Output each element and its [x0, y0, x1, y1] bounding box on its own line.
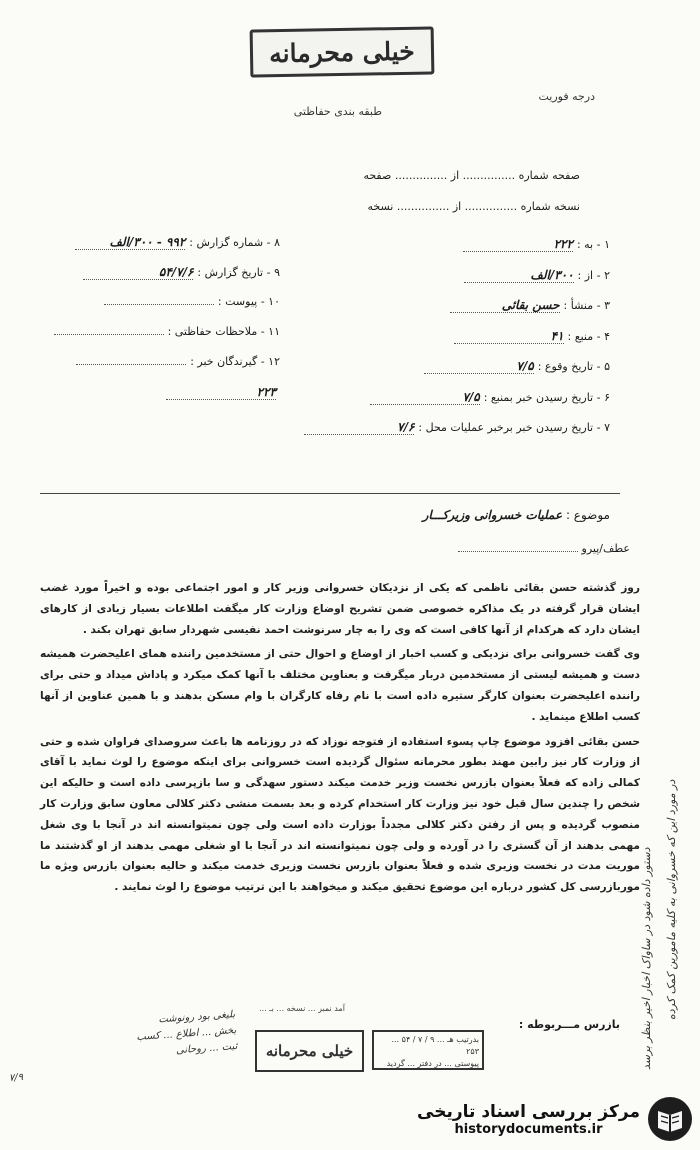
registry-stamp — [372, 1030, 484, 1070]
field-right-row — [330, 420, 610, 435]
field-right-label: ۲ - از : — [577, 268, 610, 282]
bottom-classification-stamp: خیلی محرمانه — [255, 1030, 364, 1072]
field-left-value — [76, 364, 186, 365]
handwritten-notes — [5, 1007, 241, 1113]
field-right-value: ۳۰۰/الف — [464, 268, 574, 283]
watermark-title: مرکز بررسی اسناد تاریخی — [417, 1101, 640, 1122]
field-left-row — [40, 295, 280, 308]
field-right-label: ۶ - تاریخ رسیدن خبر بمنبع : — [483, 390, 610, 404]
field-right-value: ۷/۶ — [304, 420, 414, 435]
handwritten-line: ۷/۹ — [8, 1072, 24, 1084]
field-right-label: ۴ - منبع : — [567, 329, 610, 343]
field-right-value: ۴۱ — [454, 329, 564, 344]
field-left-row — [40, 355, 280, 368]
field-left-value: ۵۴/۷/۶ — [83, 265, 193, 280]
handwritten-line: بلیغی بود رونوشت — [158, 1009, 236, 1026]
small-annotation: آمد نمبر ... نسخه ... بـ ... — [259, 1004, 345, 1013]
field-left-row — [40, 265, 280, 280]
body-paragraph: روز گذشته حسن بقائی ناظمی که یکی از نزدیکان خسروانی وزیر کار و امور اجتماعی بوده و اخیراً مورد غضب ایشان قرار گرفته در یک مذاکره خصوصی ضمن تشریح اوضاع وزارت کار میگفت اطلاعات بسیار زیادی از کارهای ایشان دارد که هرکدام از آنها کافی است که وی را به چار سرنوشت احمد نفیسی شهردار سابق تهران بکند . — [40, 582, 640, 636]
field-left-label: ۱۱ - ملاحظات حفاظتی : — [167, 325, 280, 338]
field-left-label: ۹ - تاریخ گزارش : — [197, 266, 280, 279]
subject-line — [330, 508, 610, 522]
registry-stamp-line: بدرتیب هـ ... ۹ / ۷ / ۵۴ ... ۲۵۳ — [391, 1035, 479, 1056]
field-left-label: ۸ - شماره گزارش : — [189, 236, 280, 249]
body-paragraph: حسن بقائی افزود موضوع چاپ پسوء استفاده از فتوجه نوزاد که در روزنامه ها باعث سروصدای فراوان شده و حتی از وزارت کار نیز رابین مهند بطور محرمانه سئوال گردیده است خسروانی برای اینکه موضوع را لوث نماید با آقای کمالی زاده که فعلاً بعنوان بازرس نخست وزیر خدمت میکند دستور سهدگی و سا بازپرسی داده است و حالیکه این شخص را چندین سال قبل خود نیز وزارت کار استخدام کرده و بعد بسمت منشی دکتر کلالی معاون سابق وزارت کار منصوب گردیده و پس از رفتن دکتر کلالی مجدداً بوزارت داده است ولی چون نمیتوانسته اند در آنجا با وی شغل مهمی بدهند از آن گستری را در آورده و ولی چون نمیتوانسته اند در آنجا با او شغلی مهمی بدهند از او گذشتند ما موریت مدت در نخست وزیری شده و فعلاً بعنوان بازرس نخست وزیری خدمت میکند و حالیه بعنوان بازرس ویژه ما موربازرسی کل کشور درباره این موضوع تحقیق میکند و میخواهند با این ترتیب موضوع را لوث نمایند . — [40, 735, 640, 894]
field-right-value: ۷/۵ — [370, 390, 480, 405]
report-body — [40, 578, 640, 902]
field-right-label: ۳ - منشأ : — [563, 299, 610, 312]
recipient-line: بازرس مـــربوطه : — [518, 1018, 620, 1031]
field-left-row — [40, 325, 280, 338]
field-right-label: ۱ - به : — [576, 238, 610, 251]
field-left-value: ۲۲۳ — [166, 385, 276, 400]
field-left-row — [40, 385, 280, 400]
subject-label: موضوع : — [565, 508, 610, 522]
field-right-row — [330, 329, 610, 344]
field-right-label: ۷ - تاریخ رسیدن خبر برخبر عملیات محل : — [418, 421, 610, 434]
field-left-value: ۹۹۲ - ۳۰۰/الف — [75, 235, 185, 250]
handwritten-line: ثبت ... روحانی — [175, 1041, 238, 1057]
field-right-row — [330, 359, 610, 374]
field-left-value — [104, 304, 214, 305]
classification-label: طبقه بندی حفاظتی — [293, 105, 382, 118]
reference-label: عطف/پیرو — [581, 542, 630, 555]
field-left-label: ۱۰ - پیوست : — [217, 295, 280, 308]
field-right-row — [330, 237, 610, 252]
field-left-label: ۱۲ - گیرندگان خبر : — [190, 355, 280, 368]
field-right-row — [330, 390, 610, 405]
field-right-row — [330, 298, 610, 313]
reference-line — [420, 542, 630, 555]
book-logo-icon — [648, 1097, 692, 1141]
field-right-value: حسن بقائی — [450, 298, 560, 313]
field-right-value: ۷/۵ — [424, 359, 534, 374]
registry-stamp-line: پیوستی ... در دفتر ... گردید — [386, 1059, 479, 1068]
field-right-row — [330, 268, 610, 283]
subject-value: عملیات خسروانی وزیرکـــار — [422, 508, 563, 522]
field-right-value: ۲۲۲ — [463, 237, 573, 252]
margin-note: دستور داده شود در ساواک اخبار اخیر بنظر برسد — [640, 847, 653, 1070]
watermark-url: historydocuments.ir — [454, 1121, 603, 1137]
margin-note: در مورد این که خسروانی به کلیه مامورین کمک کرده — [665, 779, 678, 1020]
priority-label: درجه فوریت — [538, 90, 595, 103]
watermark — [417, 1095, 692, 1143]
handwritten-line: بخش ... اطلاع ... کسب — [136, 1025, 237, 1043]
field-left-row — [40, 235, 280, 250]
copy-number-line: نسخه شماره ............... از ............... نسخه — [367, 200, 580, 213]
body-paragraph: وی گفت خسروانی برای نزدیکی و کسب اخبار از اوضاع و احوال حتی از مستخدمین راننده همای اعلیحضرت همیشه دست و همیشه لیستی از مستخدمین دربار میگرفت و بعناوین مختلف با آنها کمک میکرد و پاداش میداد و حتی برای راننده اعلیحضرت بعنوان کارگر ستیره داده است با نام رفاه کارگران با وام مسکن بدهند و با همین عناوین از آنها کسب اطلاع مینماید . — [40, 648, 640, 723]
field-right-label: ۵ - تاریخ وقوع : — [537, 360, 610, 373]
page-number-line: صفحه شماره ............... از ............... صفحه — [363, 169, 580, 182]
field-left-value — [54, 334, 164, 335]
classification-stamp: خیلی محرمانه — [250, 26, 435, 77]
separator-line — [40, 493, 620, 494]
